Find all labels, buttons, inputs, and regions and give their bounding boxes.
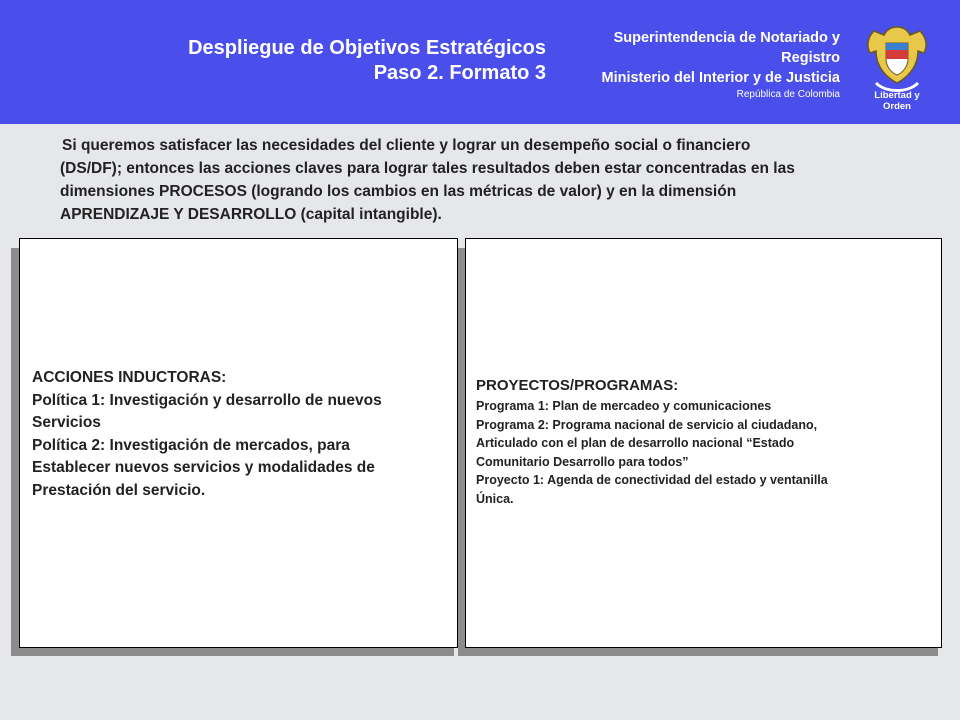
motto-text: Libertad y Orden <box>874 90 920 112</box>
organization-name <box>566 28 840 102</box>
right-line: Única. <box>476 491 514 506</box>
proyectos-programas-text <box>476 375 941 508</box>
intro-paragraph <box>60 134 945 226</box>
left-line: Servicios <box>32 414 101 431</box>
proyectos-programas-panel <box>465 238 942 648</box>
intro-line-3: dimensiones PROCESOS (logrando los cambios en las métricas de valor) y en la dimensión <box>60 183 737 200</box>
intro-line-4: APRENDIZAJE Y DESARROLLO (capital intangible). <box>60 206 442 223</box>
org-line-2: Ministerio del Interior y de Justicia <box>601 70 840 86</box>
right-line: Comunitario Desarrollo para todos” <box>476 454 689 469</box>
right-line: Programa 1: Plan de mercadeo y comunicaciones <box>476 399 772 413</box>
right-line: Articulado con el plan de desarrollo nacional “Estado <box>476 436 795 450</box>
title-line-1: Despliegue de Objetivos Estratégicos <box>188 37 546 59</box>
org-line-3: República de Colombia <box>736 89 840 100</box>
header-banner <box>0 0 960 124</box>
left-line: ACCIONES INDUCTORAS: <box>32 369 227 386</box>
left-line: Establecer nuevos servicios y modalidades de <box>32 459 375 476</box>
intro-line-1: Si queremos satisfacer las necesidades del cliente y lograr un desempeño social o financiero <box>62 137 751 154</box>
right-panel-heading: PROYECTOS/PROGRAMAS: <box>476 377 679 394</box>
title-line-2: Paso 2. Formato 3 <box>373 62 546 84</box>
left-line: Prestación del servicio. <box>32 481 206 499</box>
org-line-1: Superintendencia de Notariado y Registro <box>613 30 840 66</box>
acciones-inductoras-panel <box>19 238 458 648</box>
right-line: Programa 2: Programa nacional de servicio al ciudadano, <box>476 417 818 432</box>
acciones-inductoras-text <box>32 367 457 502</box>
right-line: Proyecto 1: Agenda de conectividad del estado y ventanilla <box>476 473 828 487</box>
intro-line-2: (DS/DF); entonces las acciones claves para lograr tales resultados deben estar concentradas en las <box>60 160 795 177</box>
left-line: Política 1: Investigación y desarrollo de nuevos <box>32 391 382 409</box>
page-title <box>0 36 546 86</box>
left-line: Política 2: Investigación de mercados, para <box>32 436 350 454</box>
